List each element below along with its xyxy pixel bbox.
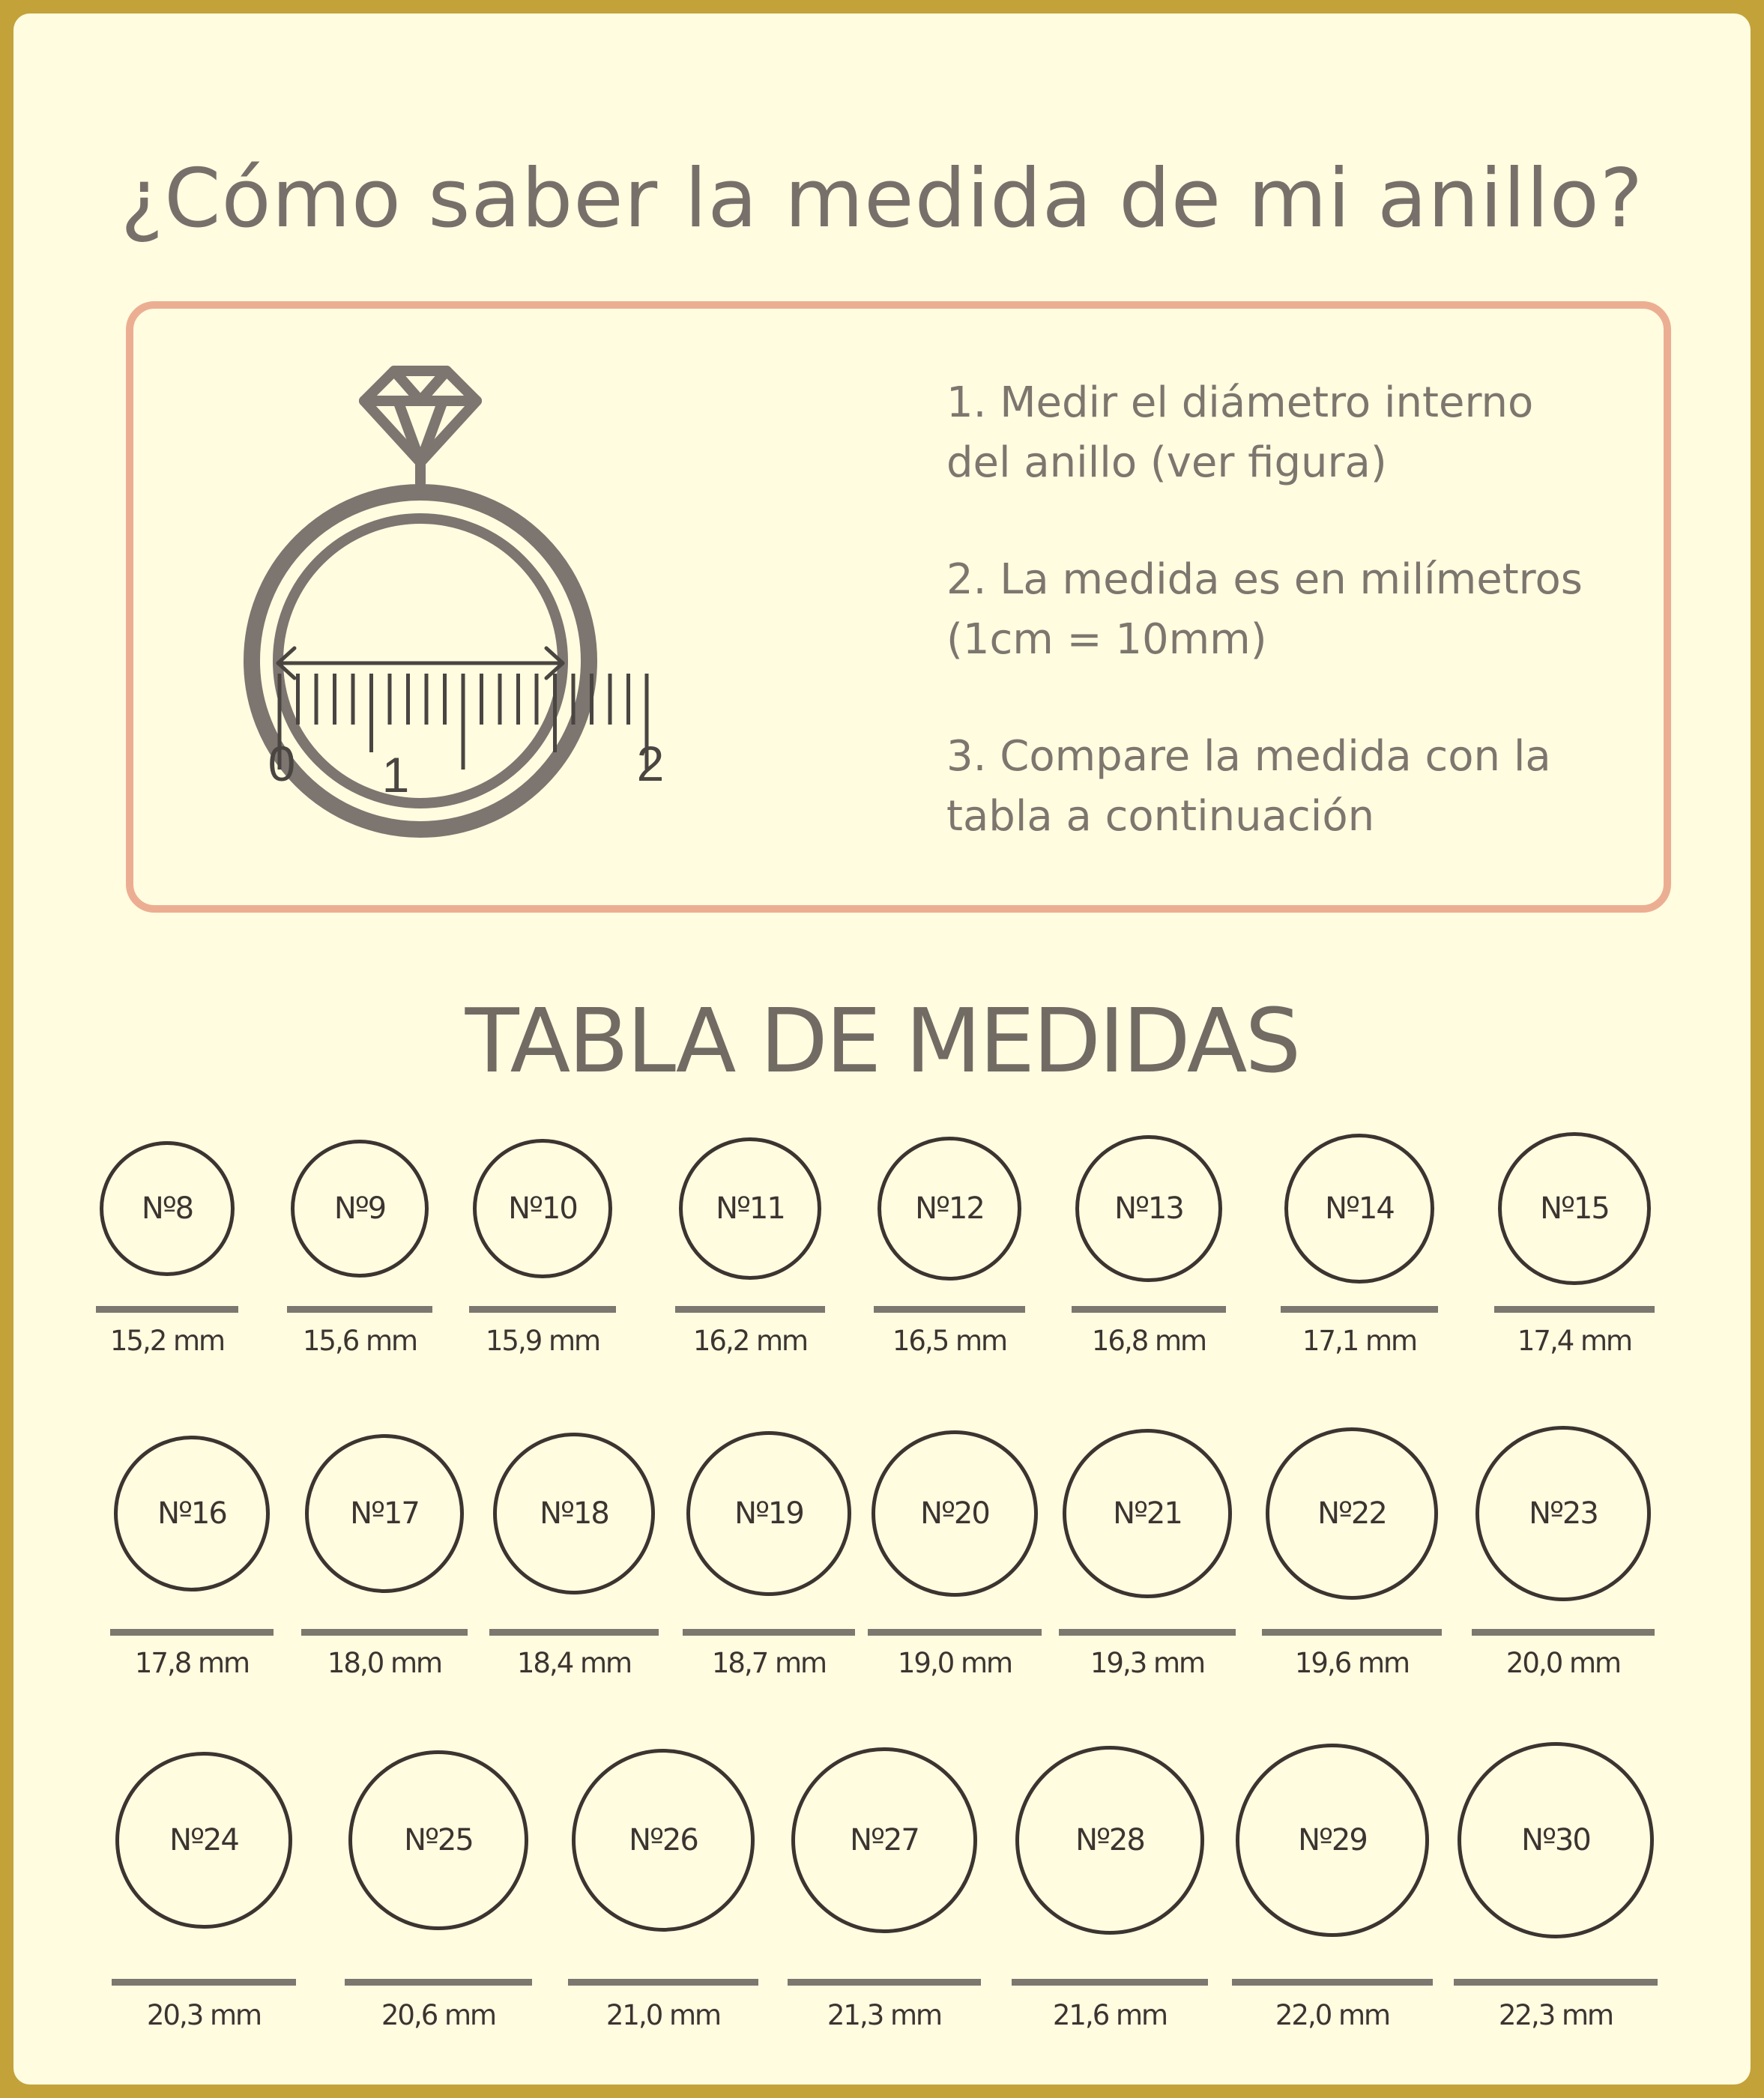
size-number: Nº25 [404,1823,473,1857]
size-divider [568,1979,758,1986]
size-divider [1454,1979,1658,1986]
size-number: Nº16 [157,1496,226,1531]
size-circle [1458,1742,1654,1938]
size-table-title: TABLA DE MEDIDAS [465,989,1299,1092]
size-divider [1059,1629,1236,1636]
size-measure: 20,3 mm [146,1999,262,2031]
size-circle [1475,1426,1651,1601]
size-measure: 17,1 mm [1302,1325,1417,1357]
size-number: Nº9 [333,1191,386,1226]
size-circle [1063,1429,1232,1598]
ruler-label-2: 2 [636,736,665,791]
size-circle [1015,1746,1204,1935]
step-1-line-1: 1. Medir el diámetro interno [946,378,1534,427]
size-number: Nº26 [629,1823,698,1857]
size-measure: 21,3 mm [827,1999,942,2031]
size-divider [469,1306,616,1313]
step-2-line-1: 2. La medida es en milímetros [946,555,1583,604]
size-circle [679,1137,821,1280]
ruler-icon [280,674,647,770]
size-measure: 15,6 mm [302,1325,417,1357]
size-number: Nº10 [508,1191,577,1226]
size-measure: 19,6 mm [1294,1647,1410,1679]
size-circle [305,1434,464,1593]
size-measure: 18,7 mm [711,1647,827,1679]
size-divider [489,1629,659,1636]
size-measure: 20,0 mm [1505,1647,1621,1679]
size-measure: 20,6 mm [381,1999,496,2031]
size-circle [791,1747,977,1933]
size-measure: 22,0 mm [1275,1999,1390,2031]
ring-icon [252,492,589,829]
instructions-box [126,301,1671,913]
size-number: Nº27 [850,1823,919,1857]
size-measure: 16,5 mm [892,1325,1007,1357]
size-measure: 19,0 mm [897,1647,1012,1679]
size-measure: 17,8 mm [134,1647,250,1679]
size-measure: 18,0 mm [327,1647,442,1679]
size-circle [1236,1744,1429,1937]
size-measure: 16,8 mm [1091,1325,1206,1357]
size-circle [878,1137,1021,1281]
size-divider [874,1306,1025,1313]
size-circle [1498,1132,1651,1285]
page-title: ¿Cómo saber la medida de mi anillo? [120,152,1644,246]
size-divider [112,1979,296,1986]
size-number: Nº13 [1114,1191,1183,1226]
size-divider [96,1306,238,1313]
ruler-label-0: 0 [268,736,296,791]
size-measure: 22,3 mm [1498,1999,1613,2031]
size-measure: 15,9 mm [485,1325,600,1357]
size-divider [675,1306,825,1313]
size-number: Nº21 [1113,1496,1182,1531]
size-number: Nº18 [540,1496,608,1531]
size-number: Nº24 [169,1823,238,1857]
size-number: Nº29 [1298,1823,1367,1857]
size-number: Nº12 [915,1191,984,1226]
instruction-steps [946,373,1621,904]
size-measure: 19,3 mm [1090,1647,1205,1679]
size-circle [348,1750,528,1930]
size-circle [572,1749,755,1932]
size-divider [683,1629,855,1636]
size-number: Nº30 [1521,1823,1590,1857]
size-circle [473,1139,612,1278]
step-1 [946,373,1621,493]
size-number: Nº17 [350,1496,419,1531]
step-2-line-2: (1cm = 10mm) [946,615,1267,664]
size-circle [686,1431,851,1596]
size-number: Nº22 [1317,1496,1386,1531]
size-number: Nº23 [1529,1496,1598,1531]
ruler-label-1: 1 [381,747,410,802]
size-measure: 15,2 mm [109,1325,225,1357]
diamond-icon [364,371,477,483]
size-circle [115,1752,292,1929]
size-number: Nº11 [716,1191,785,1226]
size-circle [1075,1135,1222,1282]
size-divider [1232,1979,1433,1986]
size-number: Nº15 [1540,1191,1609,1226]
ring-size-guide-page [13,13,1751,2085]
size-divider [345,1979,532,1986]
size-number: Nº28 [1075,1823,1144,1857]
size-divider [110,1629,274,1636]
size-circle [1284,1134,1434,1284]
size-measure: 21,6 mm [1052,1999,1168,2031]
size-divider [287,1306,432,1313]
size-divider [1472,1629,1655,1636]
step-1-line-2: del anillo (ver figura) [946,438,1387,487]
size-divider [1494,1306,1655,1313]
step-3 [946,727,1621,847]
size-divider [788,1979,981,1986]
size-circle [291,1140,429,1278]
size-number: Nº8 [141,1191,193,1226]
step-2 [946,550,1621,670]
size-measure: 16,2 mm [692,1325,808,1357]
size-circle [114,1436,270,1591]
size-measure: 21,0 mm [605,1999,721,2031]
step-3-line-1: 3. Compare la medida con la [946,732,1551,781]
size-number: Nº14 [1325,1191,1394,1226]
size-divider [1072,1306,1226,1313]
ring-measure-figure [268,350,748,829]
size-circle [493,1433,655,1594]
size-divider [301,1629,468,1636]
size-circle [872,1430,1038,1597]
size-divider [868,1629,1042,1636]
size-number: Nº19 [734,1496,803,1531]
step-3-line-2: tabla a continuación [946,792,1375,841]
size-circle [1266,1427,1438,1600]
size-divider [1262,1629,1442,1636]
size-measure: 18,4 mm [516,1647,632,1679]
size-measure: 17,4 mm [1517,1325,1632,1357]
size-divider [1012,1979,1208,1986]
size-circle [100,1141,235,1276]
size-number: Nº20 [920,1496,989,1531]
size-divider [1281,1306,1438,1313]
